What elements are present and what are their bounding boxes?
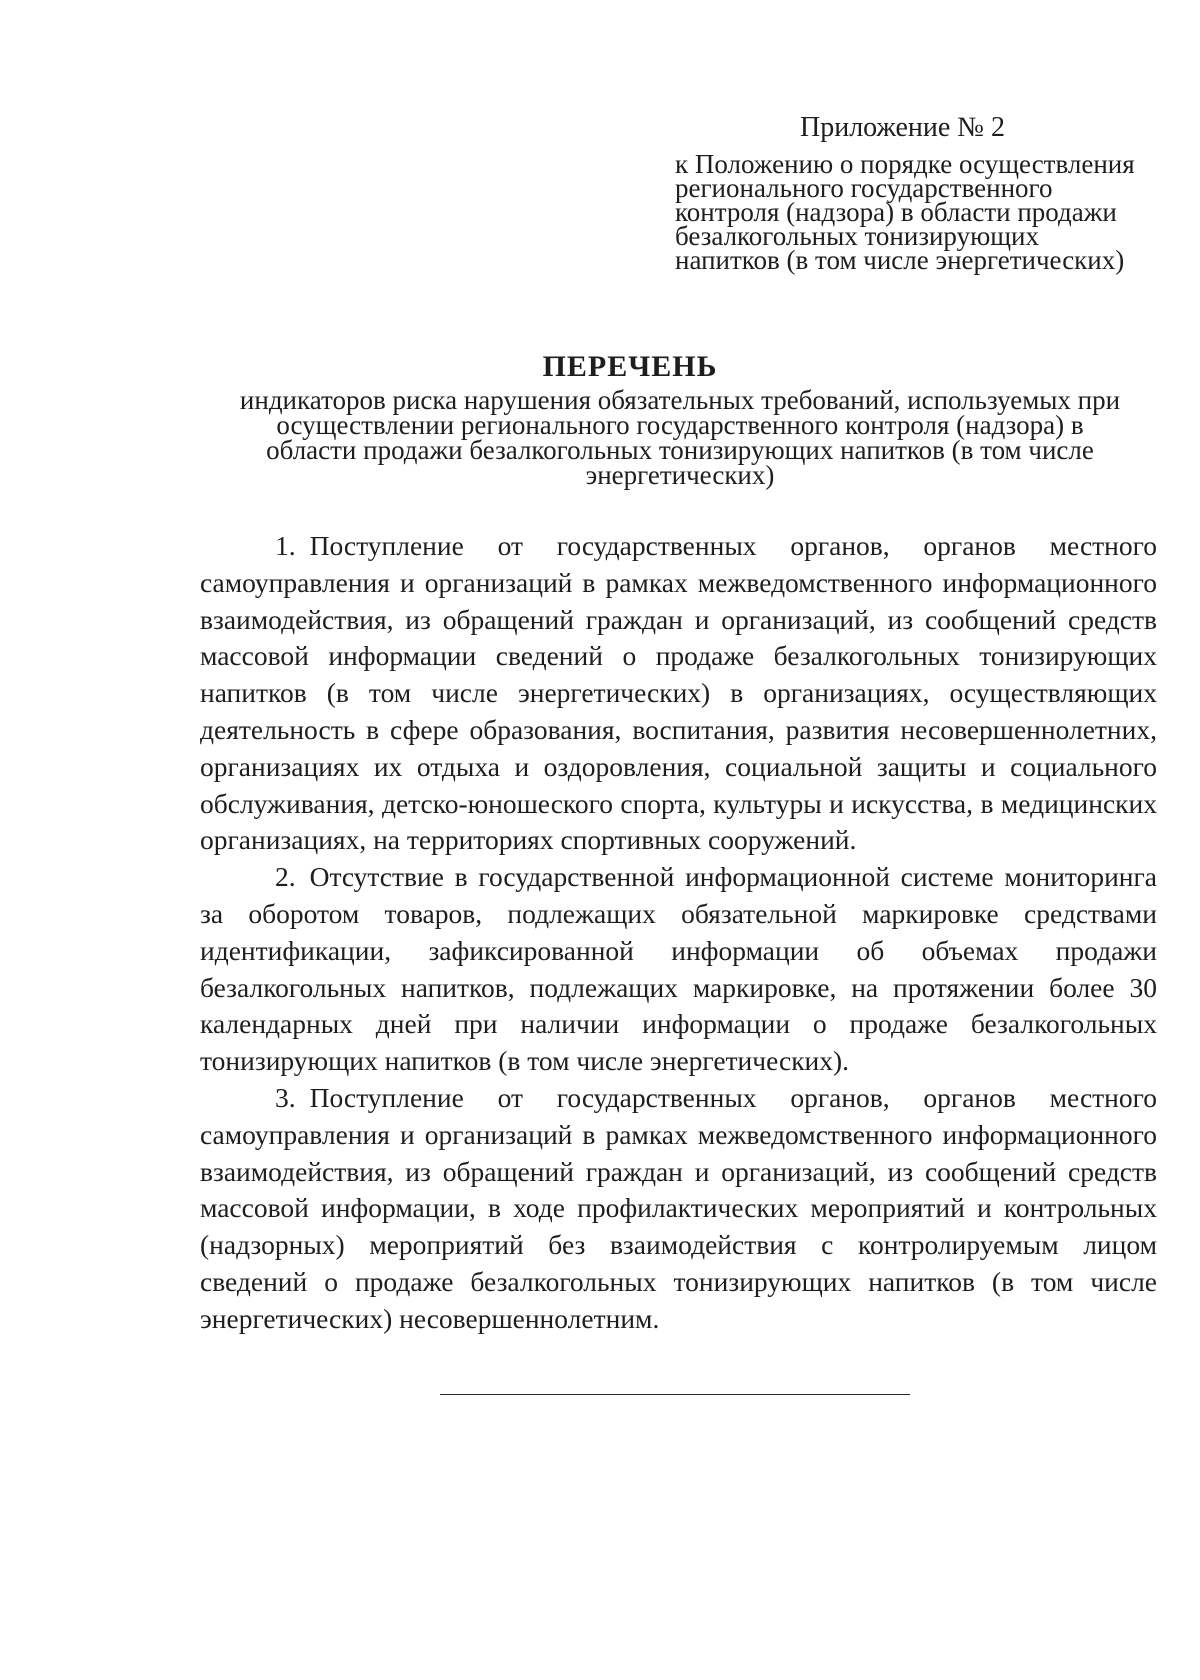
- annex-reference-line: контроля (надзора) в области продажи: [675, 197, 1117, 227]
- annex-reference: [675, 149, 1135, 275]
- annex-reference-line: регионального государственного: [675, 173, 1053, 203]
- item-text: Отсутствие в государственной информационной системе мониторинга за оборотом товаров, подлежащих обязательной маркировке средствами идентификации, зафиксированной информации об объемах продажи безалкогольных напитков, подлежащих маркировке, на протяжении более 30 календарных дней при наличии информации о продаже безалкогольных тонизирующих напитков (в том числе энергетических).: [200, 861, 1157, 1077]
- document-title: ПЕРЕЧЕНЬ: [542, 350, 718, 383]
- list-item: [200, 859, 1157, 1080]
- annex-reference-line: напитков (в том числе энергетических): [675, 245, 1125, 275]
- subtitle-line: осуществлении регионального государственного контроля (надзора) в: [276, 410, 1084, 440]
- item-number: 1.: [275, 530, 296, 561]
- list-item: [200, 1080, 1157, 1338]
- item-text: Поступление от государственных органов, органов местного самоуправления и организаций в рамках межведомственного информационного взаимодействия, из обращений граждан и организаций, из сообщений средств массовой информации, в ходе профилактических мероприятий и контрольных (надзорных) мероприятий без взаимодействия с контролируемым лицом сведений о продаже безалкогольных тонизирующих напитков (в том числе энергетических) несовершеннолетним.: [200, 1081, 1157, 1334]
- list-item: [200, 528, 1157, 859]
- item-number: 3.: [275, 1081, 296, 1113]
- subtitle-line: области продажи безалкогольных тонизирующих напитков (в том числе: [266, 435, 1094, 465]
- document-subtitle: [200, 385, 1160, 490]
- closing-rule: [440, 1394, 910, 1395]
- item-text: Поступление от государственных органов, органов местного самоуправления и организаций в рамках межведомственного информационного взаимодействия, из обращений граждан и организаций, из сообщений средств массовой информации сведений о продаже безалкогольных тонизирующих напитков (в том числе энергетических) в организациях, осуществляющих деятельность в сфере образования, воспитания, развития несовершеннолетних, организациях их отдыха и оздоровления, социальной защиты и социального обслуживания, детско-юношеского спорта, культуры и искусства, в медицинских организациях, на территориях спортивных сооружений.: [200, 530, 1157, 856]
- annex-number: Приложение № 2: [800, 112, 1005, 143]
- annex-reference-line: безалкогольных тонизирующих: [675, 221, 1039, 251]
- subtitle-line: энергетических): [585, 460, 775, 490]
- subtitle-line: индикаторов риска нарушения обязательных требований, используемых при: [239, 385, 1121, 415]
- item-number: 2.: [275, 861, 296, 893]
- annex-reference-line: к Положению о порядке осуществления: [675, 149, 1135, 179]
- indicator-list: [200, 528, 1157, 1338]
